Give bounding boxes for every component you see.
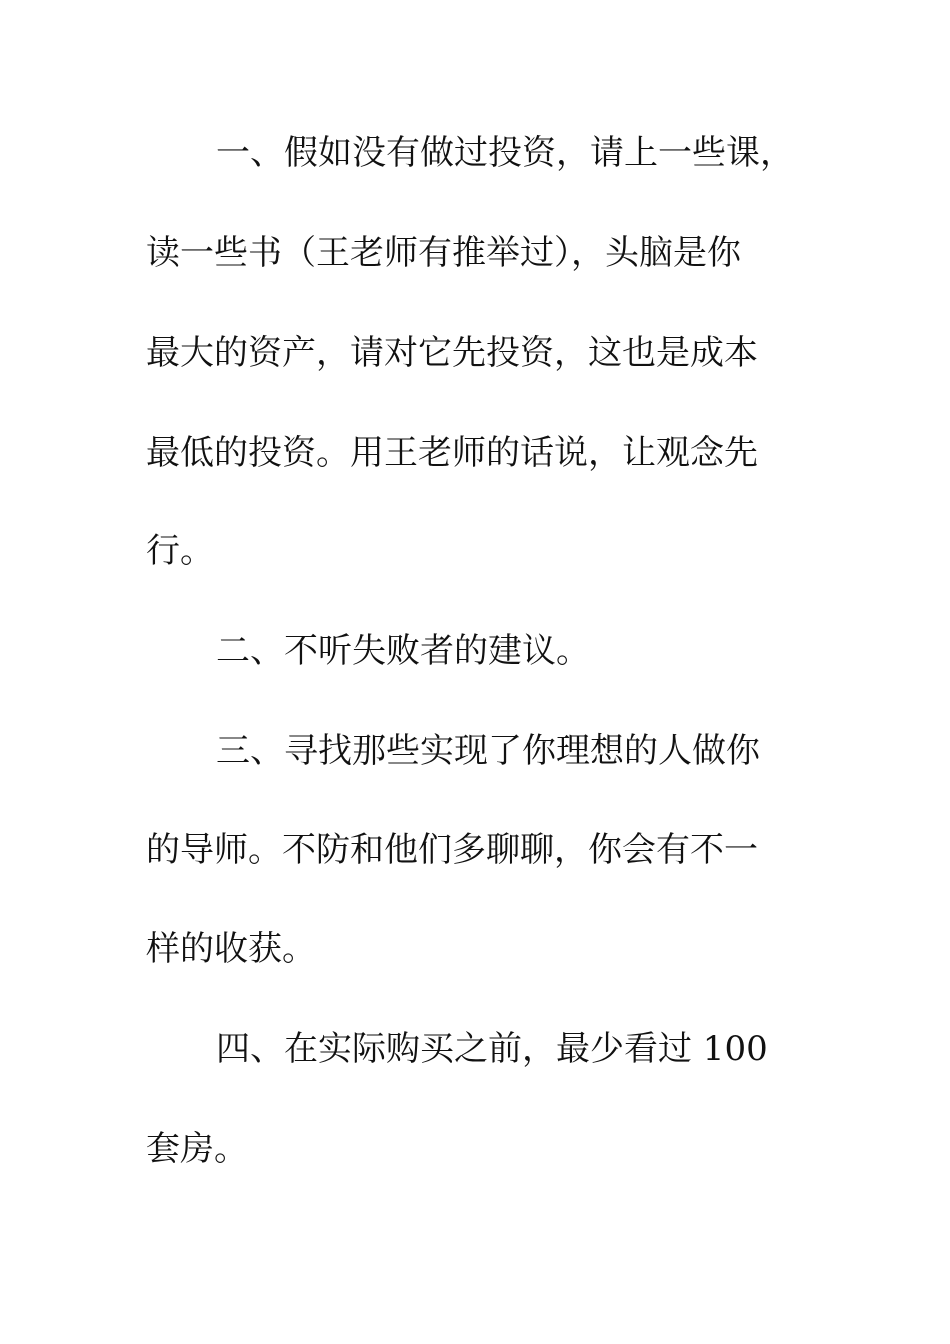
paragraph-3-line-2: 的导师。不防和他们多聊聊，你会有不一	[146, 830, 758, 870]
paragraph-1-line-3: 最大的资产，请对它先投资，这也是成本	[146, 333, 758, 373]
paragraph-3-line-3: 样的收获。	[146, 929, 316, 969]
paragraph-2-line-1: 二、不听失败者的建议。	[216, 631, 590, 671]
paragraph-1-line-1: 一、假如没有做过投资，请上一些课，	[216, 133, 794, 173]
paragraph-1-line-5: 行。	[146, 531, 214, 571]
paragraph-4-line-2: 套房。	[146, 1129, 248, 1169]
paragraph-1-line-2: 读一些书（王老师有推举过），头脑是你	[146, 233, 741, 273]
paragraph-3-line-1: 三、寻找那些实现了你理想的人做你	[216, 731, 760, 771]
paragraph-4-line-1: 四、在实际购买之前，最少看过 100	[216, 1029, 768, 1069]
paragraph-1-line-4: 最低的投资。用王老师的话说，让观念先	[146, 433, 758, 473]
